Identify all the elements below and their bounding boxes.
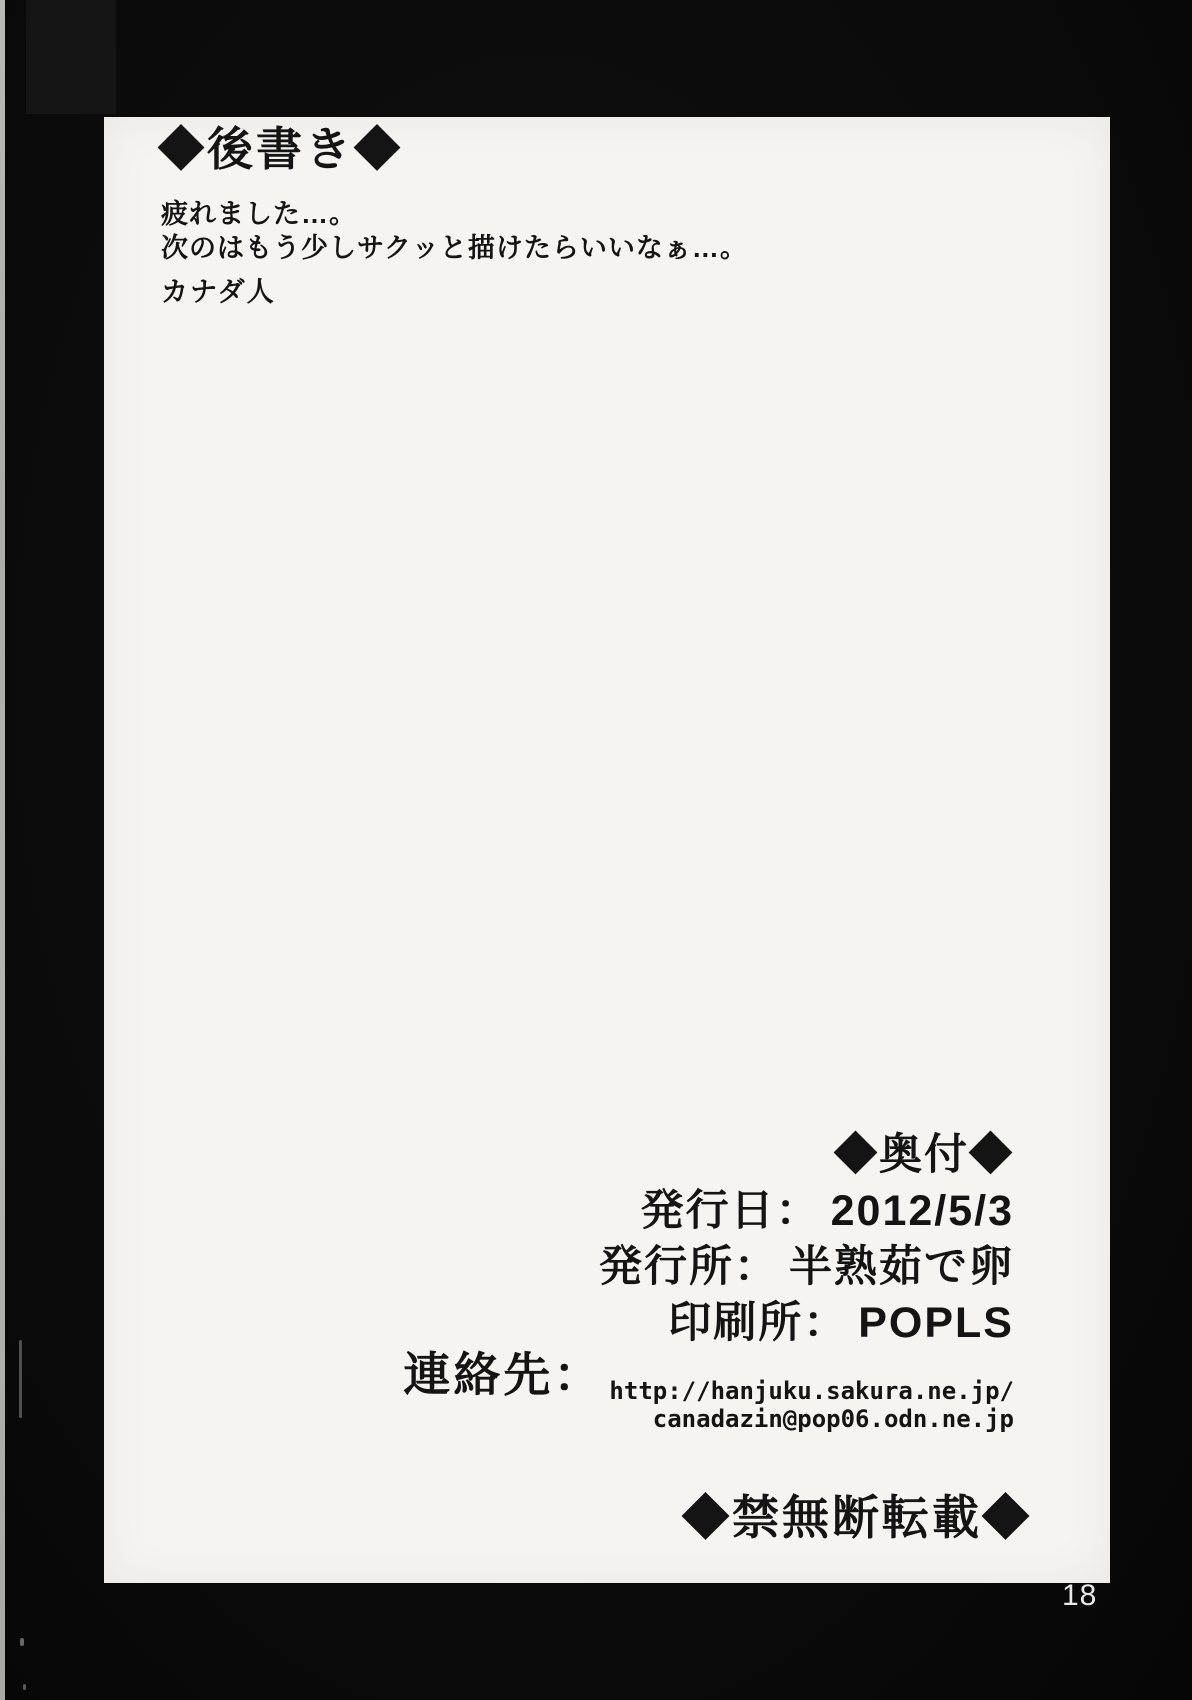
publisher-label: 発行所： (599, 1243, 779, 1291)
paper-sheet (104, 117, 1110, 1583)
contact-urls (609, 1377, 1014, 1433)
colophon-row-publisher (599, 1241, 1014, 1293)
publisher-value: 半熟茹で卵 (789, 1243, 1014, 1291)
contact-email-address: canadazin@pop06.odn.ne.jp (652, 1405, 1014, 1433)
scan-corner-shadow (26, 0, 116, 114)
colophon-heading: ◆奥付◆ (834, 1131, 1014, 1179)
colophon-row-printer (668, 1297, 1014, 1349)
afterword-line-1: 疲れました…。 (161, 199, 357, 229)
printer-value: POPLS (858, 1299, 1014, 1347)
publication-date-value: 2012/5/3 (830, 1187, 1014, 1235)
scan-edge-artifact (0, 0, 5, 1700)
colophon-row-publication-date (641, 1185, 1014, 1237)
page-number: 18 (1062, 1579, 1098, 1612)
contact-website-url: http://hanjuku.sakura.ne.jp/ (609, 1377, 1014, 1405)
scan-speck (19, 1340, 22, 1418)
scan-speck (23, 1684, 26, 1690)
contact-label: 連絡先： (403, 1348, 604, 1401)
reprint-prohibited-notice: ◆禁無断転載◆ (682, 1491, 1032, 1544)
printer-label: 印刷所： (668, 1299, 849, 1347)
colophon-row-contact (403, 1347, 1014, 1433)
afterword-line-2: 次のはもう少しサクッと描けたらいいなぁ…。 (161, 233, 748, 263)
publication-date-label: 発行日： (640, 1187, 821, 1235)
afterword-signature: カナダ人 (161, 277, 276, 307)
scan-speck (20, 1638, 24, 1646)
afterword-heading: ◆後書き◆ (158, 123, 403, 175)
